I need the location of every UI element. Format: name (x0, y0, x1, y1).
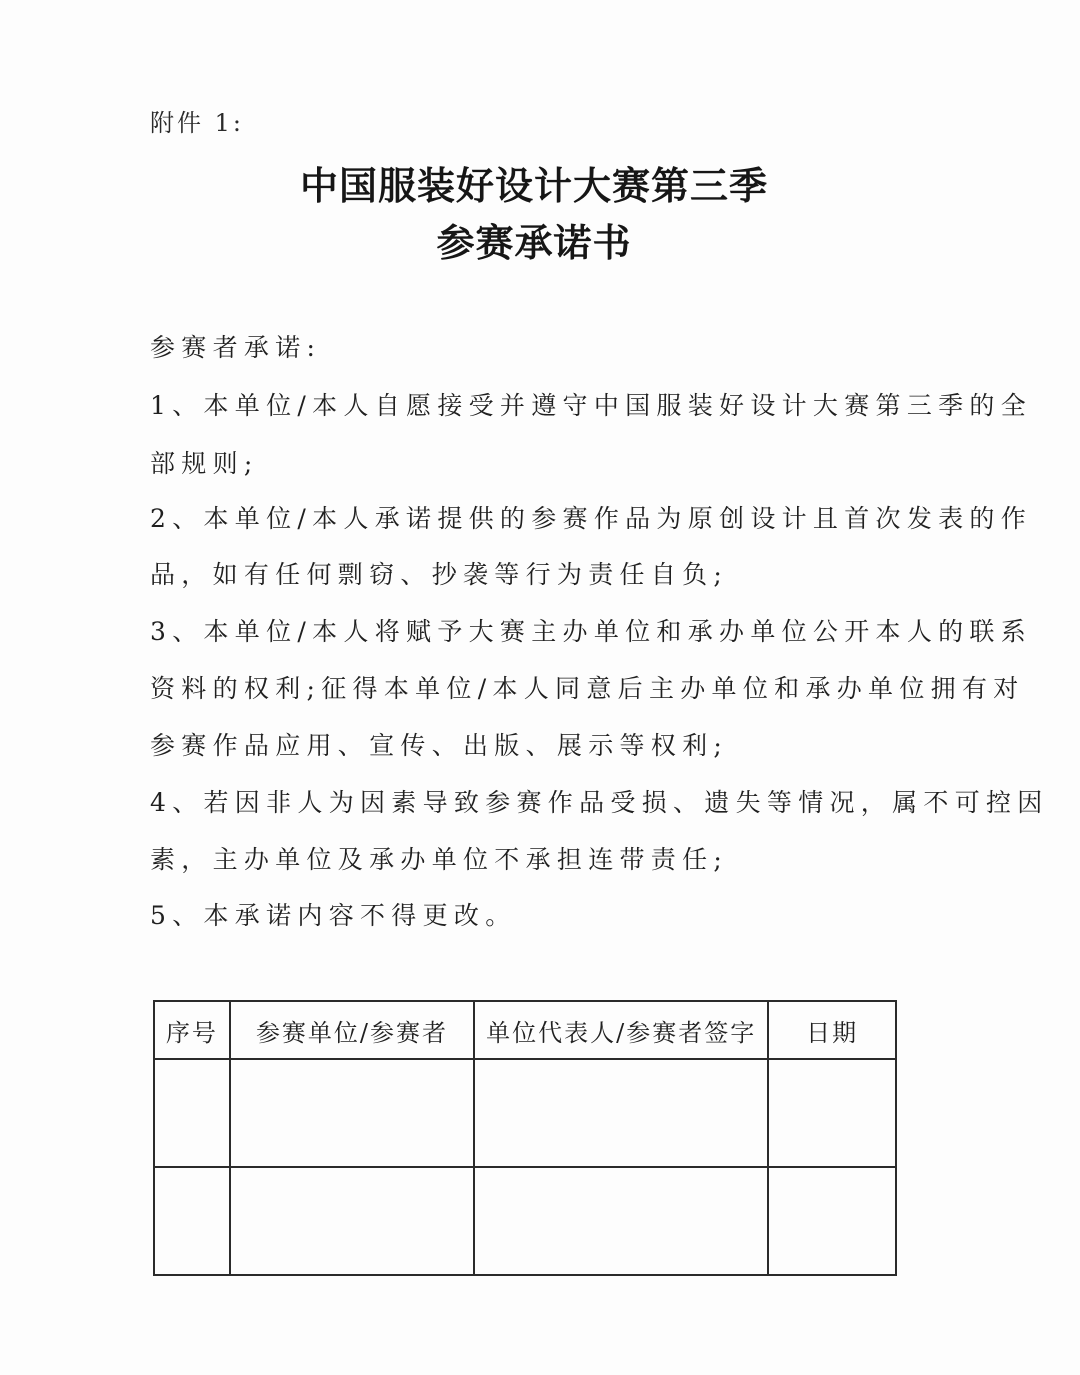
table-row (154, 1059, 896, 1167)
pledge-line: 3、本单位/本人将赋予大赛主办单位和承办单位公开本人的联系 (150, 617, 1033, 646)
date-cell[interactable] (768, 1167, 896, 1275)
signature-table (153, 1000, 897, 1276)
pledge-line: 2、本单位/本人承诺提供的参赛作品为原创设计且首次发表的作 (150, 504, 1033, 533)
document-title: 中国服装好设计大赛第三季 (299, 164, 768, 208)
serial-number-cell[interactable] (154, 1167, 230, 1275)
header-signature: 单位代表人/参赛者签字 (474, 1001, 768, 1059)
pledge-line: 部规则; (150, 449, 259, 478)
signature-cell[interactable] (474, 1167, 768, 1275)
signature-cell[interactable] (474, 1059, 768, 1167)
pledge-line: 品，如有任何剽窃、抄袭等行为责任自负; (150, 560, 729, 589)
pledge-line: 4、若因非人为因素导致参赛作品受损、遗失等情况，属不可控因 (150, 788, 1049, 817)
pledge-line: 1、本单位/本人自愿接受并遵守中国服装好设计大赛第三季的全 (150, 391, 1033, 420)
pledge-line: 5、本承诺内容不得更改。 (150, 901, 517, 930)
header-serial-number: 序号 (154, 1001, 230, 1059)
pledge-line: 参赛作品应用、宣传、出版、展示等权利; (150, 731, 729, 760)
document-subtitle: 参赛承诺书 (436, 221, 632, 265)
attachment-label: 附件 1: (150, 109, 244, 137)
table-header-row (154, 1001, 896, 1059)
participant-cell[interactable] (230, 1167, 474, 1275)
participant-cell[interactable] (230, 1059, 474, 1167)
table-row (154, 1167, 896, 1275)
pledge-line: 素，主办单位及承办单位不承担连带责任; (150, 845, 729, 874)
pledge-intro: 参赛者承诺: (150, 333, 322, 362)
serial-number-cell[interactable] (154, 1059, 230, 1167)
date-cell[interactable] (768, 1059, 896, 1167)
pledge-line: 资料的权利;征得本单位/本人同意后主办单位和承办单位拥有对 (150, 674, 1025, 703)
header-date: 日期 (768, 1001, 896, 1059)
header-participant: 参赛单位/参赛者 (230, 1001, 474, 1059)
